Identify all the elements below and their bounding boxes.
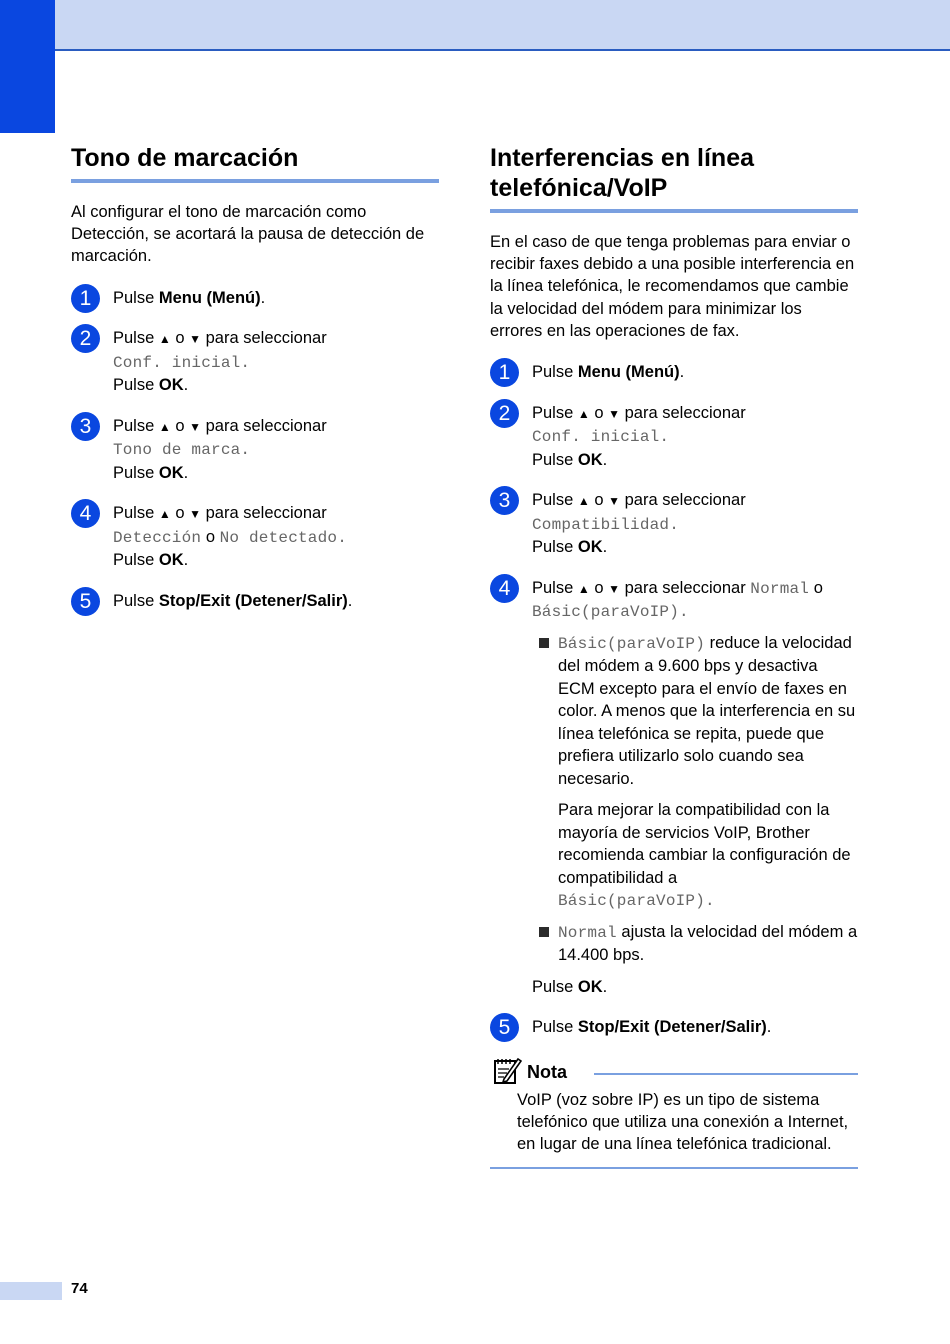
chapter-tab — [0, 0, 55, 133]
stop-exit-key-label: Stop/Exit (Detener/Salir) — [158, 591, 348, 610]
up-arrow-icon: ▲ — [158, 507, 171, 522]
intro-paragraph: En el caso de que tenga problemas para enviar o recibir faxes debido a una posible interferencia en la línea telefónica, le recomendamos que cambie la velocidad del módem para minimizar los errores en las operaciones de fax. — [490, 233, 855, 340]
lcd-option: Conf. inicial. — [113, 353, 251, 372]
step-1: 1 Pulse Menu (Menú). — [71, 287, 439, 310]
note-text: VoIP (voz sobre IP) es un tipo de sistema telefónico que utiliza una conexión a Internet, en lugar de una línea telefónica tradicional. — [517, 1090, 849, 1153]
left-column — [71, 0, 439, 612]
step-number: 2 — [71, 324, 100, 353]
note-pencil-icon — [492, 1055, 522, 1085]
step-1: 1 Pulse Menu (Menú). — [490, 361, 858, 384]
step-3: 3 Pulse ▲ o ▼ para seleccionar Tono de marca. Pulse OK. — [71, 415, 439, 485]
ok-key-label: OK — [158, 376, 184, 395]
lcd-option: No detectado. — [219, 528, 348, 547]
bullet-item: Normal ajusta la velocidad del módem a 14.400 bps. — [512, 921, 858, 967]
step-4: 4 Pulse ▲ o ▼ para seleccionar Detección o No detectado. Pulse OK. — [71, 502, 439, 572]
ok-key-label: OK — [577, 450, 603, 469]
step-4: 4 Pulse ▲ o ▼ para seleccionar Normal o Básic(paraVoIP). Básic(paraVoIP) reduce la velocidad del módem a 9.600 bps y desactiva ECM excepto para el envío de faxes en color. A menos que la interferencia en su línea telefónica se repita, puede que prefiera utilizarlo solo cuando sea necesario. Para mejorar la compatibilidad con la mayoría de servicios VoIP, Brother recomienda cambiar la configuración de compatibilidad a Básic(paraVoIP). Normal ajusta la velocidad del módem a 14.400 bps. Pulse OK. — [490, 577, 858, 999]
footer-band — [0, 1282, 62, 1300]
menu-key-label: Menu (Menú) — [577, 363, 680, 382]
ok-key-label: OK — [158, 463, 184, 482]
section-title-interference: Interferencias en línea telefónica/VoIP — [490, 143, 858, 213]
down-arrow-icon: ▼ — [189, 419, 202, 434]
step-number: 4 — [490, 574, 519, 603]
note-label: Nota — [527, 1061, 567, 1082]
note-rule — [594, 1073, 858, 1075]
intro-paragraph: Al configurar el tono de marcación como Detección, se acortará la pausa de detección de marcación. — [71, 203, 425, 266]
step-number: 5 — [71, 587, 100, 616]
right-column — [490, 0, 858, 1169]
step-number: 1 — [490, 358, 519, 387]
down-arrow-icon: ▼ — [608, 581, 621, 596]
step-number: 5 — [490, 1013, 519, 1042]
note-bottom-rule — [490, 1167, 858, 1169]
lcd-option: Normal — [750, 579, 810, 598]
lcd-option: Tono de marca. — [113, 441, 251, 460]
note-box — [490, 1055, 858, 1170]
menu-key-label: Menu (Menú) — [158, 288, 261, 307]
step-5: 5 Pulse Stop/Exit (Detener/Salir). — [490, 1016, 858, 1039]
bullet-square-icon — [539, 927, 549, 937]
down-arrow-icon: ▼ — [189, 507, 202, 522]
up-arrow-icon: ▲ — [577, 406, 590, 421]
down-arrow-icon: ▼ — [608, 494, 621, 509]
option-bullets — [512, 632, 858, 967]
step-number: 3 — [71, 412, 100, 441]
bullet-paragraph: Para mejorar la compatibilidad con la mayoría de servicios VoIP, Brother recomienda cambiar la configuración de compatibilidad a Básic(paraVoIP). — [558, 801, 851, 911]
step-number: 2 — [490, 399, 519, 428]
step-5: 5 Pulse Stop/Exit (Detener/Salir). — [71, 590, 439, 613]
up-arrow-icon: ▲ — [577, 494, 590, 509]
up-arrow-icon: ▲ — [158, 419, 171, 434]
down-arrow-icon: ▼ — [189, 332, 202, 347]
lcd-option: Conf. inicial. — [532, 428, 670, 447]
bullet-item: Básic(paraVoIP) reduce la velocidad del módem a 9.600 bps y desactiva ECM excepto para el envío de faxes en color. A menos que la interferencia en su línea telefónica se repita, puede que prefiera utilizarlo solo cuando sea necesario. Para mejorar la compatibilidad con la mayoría de servicios VoIP, Brother recomienda cambiar la configuración de compatibilidad a Básic(paraVoIP). — [512, 632, 858, 913]
step-3: 3 Pulse ▲ o ▼ para seleccionar Compatibilidad. Pulse OK. — [490, 489, 858, 559]
ok-key-label: OK — [158, 551, 184, 570]
step-2: 2 Pulse ▲ o ▼ para seleccionar Conf. inicial. Pulse OK. — [490, 402, 858, 472]
step-number: 4 — [71, 499, 100, 528]
note-header — [490, 1055, 858, 1089]
ok-key-label: OK — [577, 538, 603, 557]
section-title-dial-tone: Tono de marcación — [71, 143, 439, 183]
step-2: 2 Pulse ▲ o ▼ para seleccionar Conf. inicial. Pulse OK. — [71, 327, 439, 397]
step-number: 3 — [490, 486, 519, 515]
lcd-option: Básic(paraVoIP). — [532, 603, 689, 622]
ok-line: Pulse OK. — [532, 977, 608, 996]
lcd-option: Detección — [113, 528, 202, 547]
ok-key-label: OK — [577, 977, 603, 996]
page-number: 74 — [71, 1280, 88, 1297]
up-arrow-icon: ▲ — [577, 581, 590, 596]
step-number: 1 — [71, 284, 100, 313]
bullet-square-icon — [539, 638, 549, 648]
lcd-option: Compatibilidad. — [532, 515, 680, 534]
down-arrow-icon: ▼ — [608, 406, 621, 421]
stop-exit-key-label: Stop/Exit (Detener/Salir) — [577, 1018, 767, 1037]
up-arrow-icon: ▲ — [158, 332, 171, 347]
